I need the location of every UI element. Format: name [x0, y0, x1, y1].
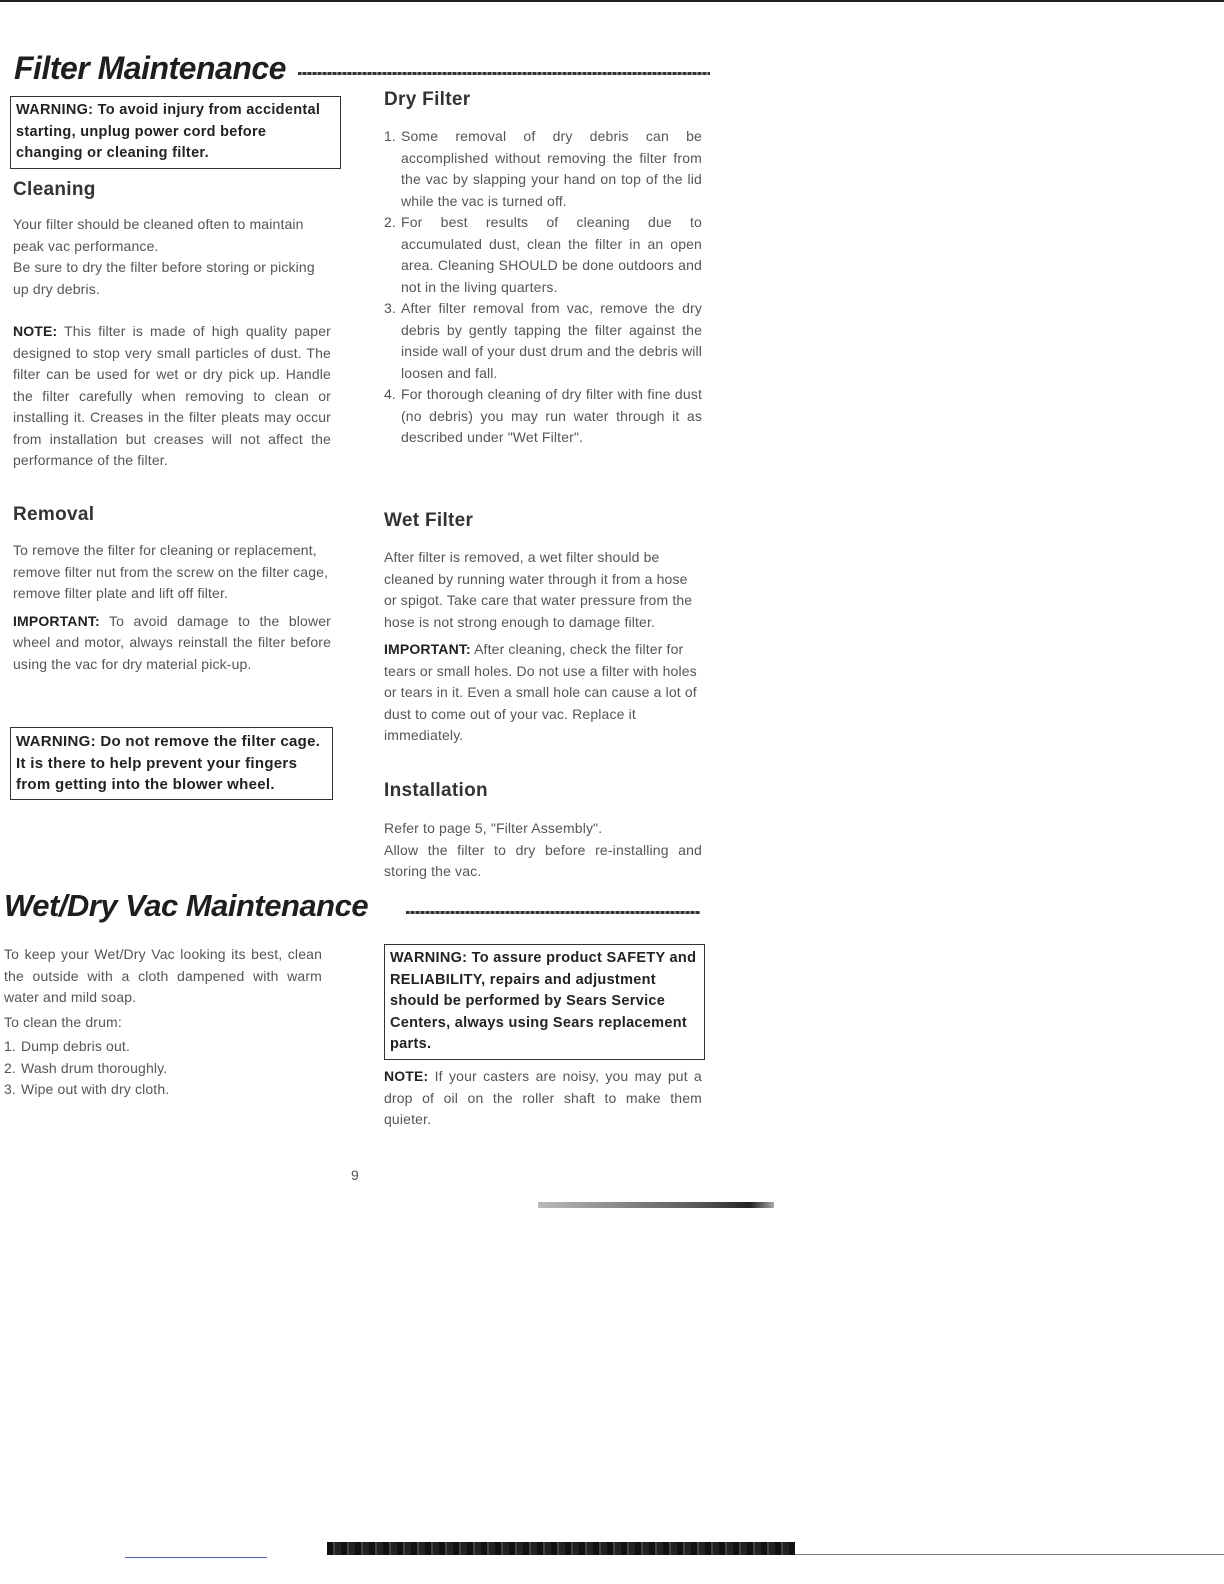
list-item [4, 1079, 322, 1101]
section-title-filter-maintenance: Filter Maintenance [14, 50, 286, 86]
list-text: Wipe out with dry cloth. [21, 1081, 170, 1097]
heading-wet-filter: Wet Filter [384, 510, 474, 531]
list-number: 1. [384, 128, 396, 144]
vac-paragraph: To clean the drum: [4, 1013, 122, 1030]
vac-maintenance-text [4, 944, 322, 1101]
vac-paragraph: To keep your Wet/Dry Vac looking its best, clean the outside with a cloth dampened with warm water and mild soap. [4, 946, 322, 1005]
warning-box-filter-cage: WARNING: Do not remove the filter cage. It is there to help prevent your fingers from getting into the blower wheel. [10, 727, 333, 800]
note-label: NOTE: [384, 1068, 429, 1084]
list-number: 1. [4, 1038, 16, 1054]
wet-filter-paragraph: After filter is removed, a wet filter should be cleaned by running water through it from a hose or spigot. Take care that water pressure from the hose is not strong enough to damage filter. [384, 549, 693, 630]
scan-bar [327, 1542, 795, 1555]
cleaning-note [13, 321, 331, 472]
removal-paragraph: To remove the filter for cleaning or replacement, remove filter nut from the screw on the filter cage, remove filter plate and lift off filter. [13, 542, 329, 601]
list-text: Some removal of dry debris can be accomplished without removing the filter from the vac by slapping your hand on top of the lid while the vac is turned off. [401, 128, 702, 209]
removal-text [13, 540, 331, 675]
note-text: If your casters are noisy, you may put a drop of oil on the roller shaft to make them quieter. [384, 1068, 702, 1127]
scan-line [125, 1557, 267, 1558]
list-item [384, 384, 702, 449]
note-text: This filter is made of high quality paper designed to stop very small particles of dust. The filter can be used for wet or dry pick up. Handle the filter carefully when removing to clean or installing it. Creases in the filter pleats may occur from installation but creases will not affect the performance of the filter. [13, 323, 331, 468]
title-rule [298, 72, 710, 75]
dry-filter-steps [384, 126, 702, 449]
wet-filter-important [384, 639, 702, 747]
caster-note [384, 1066, 702, 1131]
list-number: 3. [4, 1081, 16, 1097]
list-number: 2. [384, 214, 396, 230]
list-text: For best results of cleaning due to accumulated dust, clean the filter in an open area. Cleaning SHOULD be done outdoors and not in the living quarters. [401, 214, 702, 295]
cleaning-paragraph: Be sure to dry the filter before storing or picking up dry debris. [13, 259, 315, 297]
list-text: For thorough cleaning of dry filter with fine dust (no debris) you may run water through it as described under "Wet Filter". [401, 386, 702, 445]
list-number: 4. [384, 386, 396, 402]
drum-cleaning-steps [4, 1036, 322, 1101]
page-number: 9 [351, 1167, 359, 1183]
removal-important [13, 611, 331, 676]
list-number: 3. [384, 300, 396, 316]
list-item [4, 1058, 322, 1080]
heading-dry-filter: Dry Filter [384, 89, 471, 110]
list-item [4, 1036, 322, 1058]
heading-installation: Installation [384, 780, 488, 801]
installation-paragraph: Refer to page 5, "Filter Assembly". [384, 820, 603, 836]
section-title-vac-maintenance: Wet/Dry Vac Maintenance [4, 888, 369, 923]
note-label: NOTE: [13, 323, 58, 339]
installation-text [384, 818, 702, 883]
heading-removal: Removal [13, 504, 95, 525]
installation-paragraph: Allow the filter to dry before re-installing and storing the vac. [384, 841, 702, 879]
scan-line [795, 1554, 1224, 1555]
cleaning-paragraph: Your filter should be cleaned often to maintain peak vac performance. [13, 216, 304, 254]
top-border [0, 0, 1224, 2]
list-item [384, 126, 702, 212]
list-item [384, 212, 702, 298]
important-label: IMPORTANT: [384, 641, 471, 657]
important-text: To avoid damage to the blower wheel and motor, always reinstall the filter before using the vac for dry material pick-up. [13, 612, 331, 672]
important-text: After cleaning, check the filter for tears or small holes. Do not use a filter with holes or tears in it. Even a small hole can cause a lot of dust to come out of your vac. Replace it immediately. [384, 641, 697, 743]
wet-filter-text [384, 547, 702, 747]
warning-box-unplug: WARNING: To avoid injury from accidental starting, unplug power cord before changing or cleaning filter. [10, 96, 341, 169]
list-text: After filter removal from vac, remove the dry debris by gently tapping the filter against the inside wall of your dust drum and the debris will loosen and fall. [401, 300, 702, 381]
list-text: Dump debris out. [21, 1038, 131, 1054]
scan-smudge [538, 1202, 774, 1208]
heading-cleaning: Cleaning [13, 179, 96, 200]
title-rule [406, 911, 700, 914]
list-number: 2. [4, 1059, 16, 1076]
important-label: IMPORTANT: [13, 612, 100, 629]
cleaning-text [13, 214, 331, 472]
warning-box-service: WARNING: To assure product SAFETY and RELIABILITY, repairs and adjustment should be performed by Sears Service Centers, always using Sears replacement parts. [384, 944, 705, 1060]
list-text: Wash drum thoroughly. [21, 1059, 168, 1076]
list-item [384, 298, 702, 384]
